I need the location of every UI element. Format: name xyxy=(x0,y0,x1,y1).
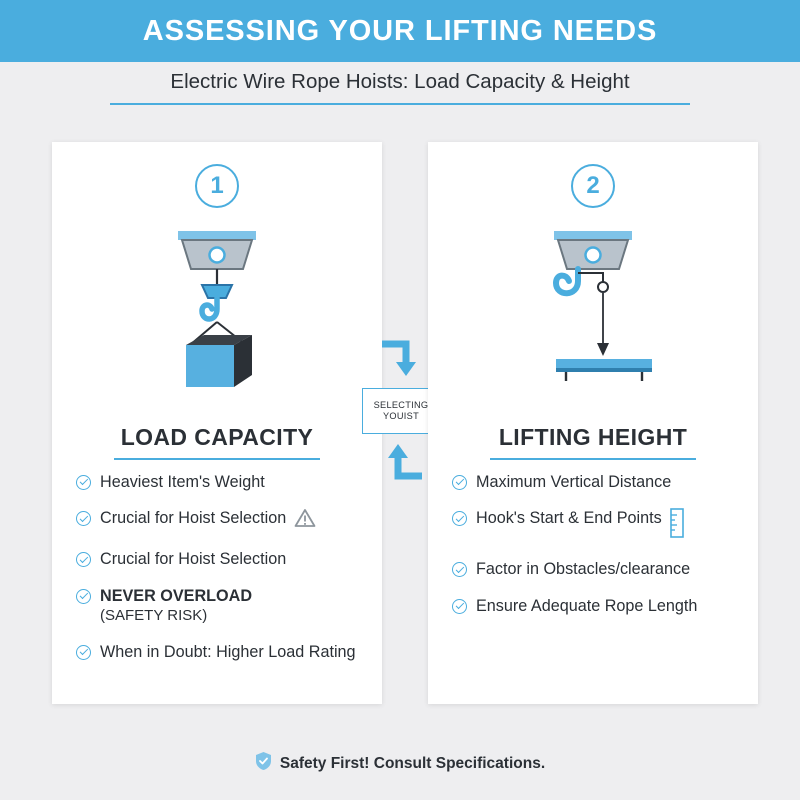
list-item-label: Ensure Adequate Rope Length xyxy=(476,596,698,615)
card-title-divider-1 xyxy=(114,458,320,460)
card-title-2: LIFTING HEIGHT xyxy=(498,424,688,450)
list-item xyxy=(452,508,742,543)
warning-triangle-icon xyxy=(294,508,316,533)
check-circle-icon xyxy=(452,475,467,490)
bullet-list-2 xyxy=(452,472,742,632)
list-item-label: When in Doubt: Higher Load Rating xyxy=(100,642,356,661)
card-load-capacity xyxy=(52,142,382,704)
shield-icon xyxy=(255,751,272,776)
list-item-label: Crucial for Hoist Selection xyxy=(100,509,287,528)
bullet-list-1 xyxy=(76,472,366,678)
hoist-with-load-icon xyxy=(52,218,382,418)
hoist-with-platform-icon xyxy=(428,218,758,418)
card-title-divider-2 xyxy=(490,458,696,460)
list-item-label: Factor in Obstacles/clearance xyxy=(476,560,691,579)
footer xyxy=(0,751,800,776)
list-item xyxy=(452,596,742,616)
check-circle-icon xyxy=(76,511,91,526)
arrow-left-up-icon xyxy=(380,442,424,489)
list-item xyxy=(76,472,366,492)
list-item xyxy=(76,508,366,533)
list-item xyxy=(452,559,742,579)
subtitle-divider xyxy=(110,103,690,105)
header-bar xyxy=(0,0,800,62)
ruler-icon xyxy=(670,508,684,543)
check-circle-icon xyxy=(76,475,91,490)
check-circle-icon xyxy=(452,562,467,577)
subtitle-section xyxy=(0,62,800,108)
list-item xyxy=(452,472,742,492)
arrow-right-down-icon xyxy=(380,336,424,383)
list-item-label: Crucial for Hoist Selection xyxy=(100,550,287,569)
list-item-label xyxy=(100,586,252,626)
card-badge-1: 1 xyxy=(195,164,239,208)
list-item xyxy=(76,642,366,662)
list-item-label: Maximum Vertical Distance xyxy=(476,473,672,491)
list-item xyxy=(76,586,366,626)
check-circle-icon xyxy=(452,511,467,526)
list-item-sublabel: (SAFETY RISK) xyxy=(100,606,208,624)
connector-label-line1: SELECTING xyxy=(373,399,429,410)
card-title-1: LOAD CAPACITY xyxy=(120,424,314,450)
list-item-label: Heaviest Item's Weight xyxy=(100,473,265,491)
footer-text: Safety First! Consult Specifications. xyxy=(279,754,546,772)
page-title: ASSESSING YOUR LIFTING NEEDS xyxy=(142,14,658,47)
list-item-label: Hook's Start & End Points xyxy=(476,509,662,528)
card-lifting-height xyxy=(428,142,758,704)
list-item-emphasis-text: NEVER OVERLOAD xyxy=(100,586,253,605)
check-circle-icon xyxy=(76,645,91,660)
list-item xyxy=(76,549,366,569)
connector-label-line2: YOUIST xyxy=(382,411,419,421)
card-badge-2: 2 xyxy=(571,164,615,208)
check-circle-icon xyxy=(76,589,91,604)
page-subtitle: Electric Wire Rope Hoists: Load Capacity & Height xyxy=(170,70,630,93)
check-circle-icon xyxy=(76,552,91,567)
check-circle-icon xyxy=(452,599,467,614)
